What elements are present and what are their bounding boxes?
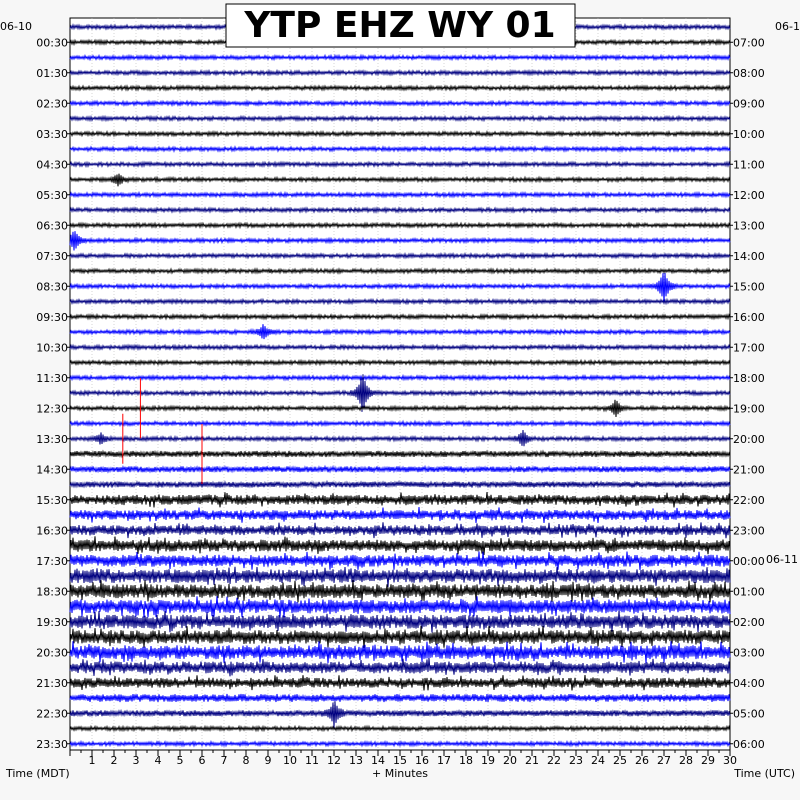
x-tick-label: 1 [88, 754, 96, 767]
left-hour-label: 03:30 [36, 127, 68, 141]
left-hour-label: 17:30 [36, 554, 68, 568]
right-hour-label: 06:00 [733, 737, 765, 751]
right-hour-label: 11:00 [733, 158, 765, 172]
x-tick-label: 14 [371, 754, 385, 767]
right-hour-label: 16:00 [733, 310, 765, 324]
left-date-label: 06-10 [0, 20, 32, 33]
x-tick-label: 13 [349, 754, 363, 767]
left-hour-label: 08:30 [36, 280, 68, 294]
right-hour-label: 14:00 [733, 249, 765, 263]
left-hour-label: 22:30 [36, 707, 68, 721]
right-hour-label: 18:00 [733, 371, 765, 385]
x-tick-label: 19 [481, 754, 495, 767]
x-tick-label: 6 [198, 754, 206, 767]
right-axis-label: Time (UTC) [734, 767, 795, 780]
x-axis-label: + Minutes [371, 767, 429, 780]
right-hour-label: 21:00 [733, 463, 765, 477]
right-hour-label: 23:00 [733, 524, 765, 538]
left-hour-label: 23:30 [36, 737, 68, 751]
left-hour-label: 00:30 [36, 36, 68, 50]
x-tick-label: 21 [525, 754, 539, 767]
left-axis-label: Time (MDT) [6, 767, 70, 780]
x-tick-label: 26 [635, 754, 649, 767]
x-tick-label: 16 [415, 754, 429, 767]
right-date-label: 06-1 [775, 20, 800, 33]
right-hour-label: 05:00 [733, 707, 765, 721]
right-hour-label: 20:00 [733, 432, 765, 446]
left-hour-label: 02:30 [36, 97, 68, 111]
x-tick-label: 2 [110, 754, 118, 767]
x-tick-label: 9 [264, 754, 272, 767]
right-hour-label: 08:00 [733, 66, 765, 80]
right-hour-label: 12:00 [733, 188, 765, 202]
x-tick-label: 22 [547, 754, 561, 767]
right-hour-label: 04:00 [733, 676, 765, 690]
x-tick-label: 20 [503, 754, 517, 767]
left-hour-label: 19:30 [36, 615, 68, 629]
right-hour-label: 01:00 [733, 585, 765, 599]
x-tick-label: 28 [679, 754, 693, 767]
left-hour-label: 18:30 [36, 585, 68, 599]
x-tick-label: 10 [283, 754, 297, 767]
right-hour-label: 15:00 [733, 280, 765, 294]
x-tick-label: 29 [701, 754, 715, 767]
x-tick-label: 11 [305, 754, 319, 767]
right-hour-labels [730, 36, 765, 751]
x-tick-label: 5 [176, 754, 184, 767]
right-hour-label: 07:00 [733, 36, 765, 50]
right-hour-label: 00:00 [733, 554, 765, 568]
chart-title: YTP EHZ WY 01 [244, 5, 556, 46]
x-tick-label: 12 [327, 754, 341, 767]
left-hour-label: 21:30 [36, 676, 68, 690]
left-hour-label: 12:30 [36, 402, 68, 416]
right-hour-label: 02:00 [733, 615, 765, 629]
right-date-mid-label: 06-11 [766, 553, 798, 566]
left-hour-label: 14:30 [36, 463, 68, 477]
x-tick-label: 30 [723, 754, 737, 767]
x-tick-label: 15 [393, 754, 407, 767]
right-hour-label: 17:00 [733, 341, 765, 355]
left-hour-label: 04:30 [36, 158, 68, 172]
right-hour-label: 19:00 [733, 402, 765, 416]
left-hour-label: 20:30 [36, 646, 68, 660]
x-axis [70, 750, 737, 767]
x-tick-label: 25 [613, 754, 627, 767]
x-tick-label: 18 [459, 754, 473, 767]
x-tick-label: 17 [437, 754, 451, 767]
right-hour-label: 09:00 [733, 97, 765, 111]
left-hour-labels [36, 36, 70, 751]
left-hour-label: 06:30 [36, 219, 68, 233]
left-hour-label: 05:30 [36, 188, 68, 202]
right-hour-label: 03:00 [733, 646, 765, 660]
right-hour-label: 22:00 [733, 493, 765, 507]
x-tick-label: 24 [591, 754, 605, 767]
left-hour-label: 13:30 [36, 432, 68, 446]
left-hour-label: 01:30 [36, 66, 68, 80]
x-tick-label: 7 [220, 754, 228, 767]
right-hour-label: 13:00 [733, 219, 765, 233]
left-hour-label: 11:30 [36, 371, 68, 385]
left-hour-label: 15:30 [36, 493, 68, 507]
x-tick-label: 23 [569, 754, 583, 767]
left-hour-label: 07:30 [36, 249, 68, 263]
x-tick-label: 27 [657, 754, 671, 767]
x-tick-label: 4 [154, 754, 162, 767]
x-tick-label: 8 [242, 754, 250, 767]
x-tick-label: 3 [132, 754, 140, 767]
left-hour-label: 10:30 [36, 341, 68, 355]
right-hour-label: 10:00 [733, 127, 765, 141]
left-hour-label: 16:30 [36, 524, 68, 538]
left-hour-label: 09:30 [36, 310, 68, 324]
